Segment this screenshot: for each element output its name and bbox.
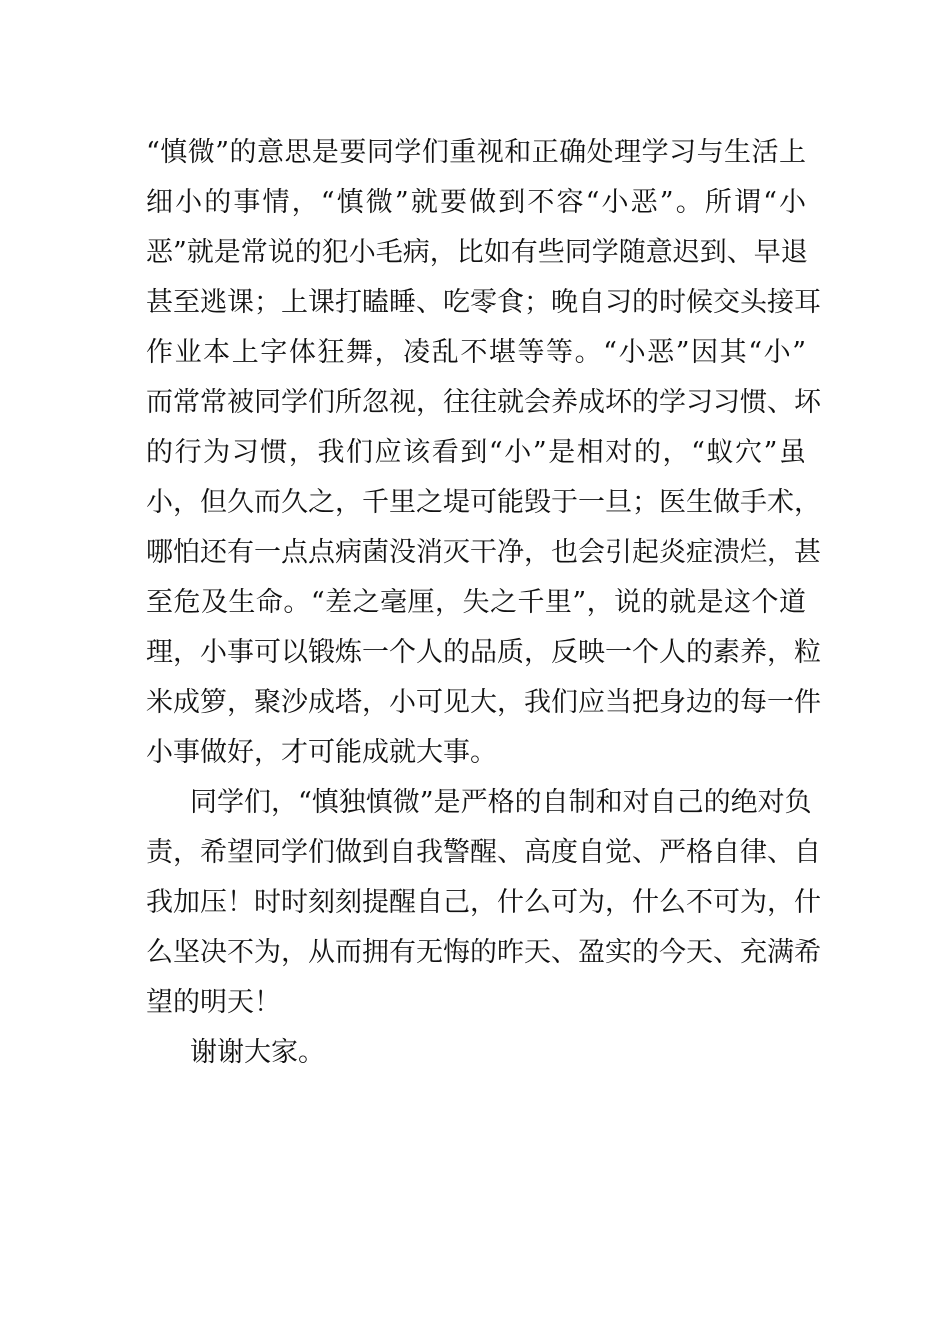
text-line: 作业本上字体狂舞，凌乱不堪等等。“小恶”因其“小” xyxy=(146,337,806,368)
text-line: 同学们，“慎独慎微”是严格的自制和对自己的绝对负 xyxy=(190,787,812,818)
closing-line: 谢谢大家。 xyxy=(190,1037,325,1068)
text-line: 么坚决不为，从而拥有无悔的昨天、盈实的今天、充满希 xyxy=(146,937,821,968)
paragraph-2 xyxy=(146,778,821,1028)
text-line: 米成箩，聚沙成塔，小可见大，我们应当把身边的每一件 xyxy=(146,687,821,718)
text-line: 恶”就是常说的犯小毛病，比如有些同学随意迟到、早退 xyxy=(146,237,808,268)
text-line: “慎微”的意思是要同学们重视和正确处理学习与生活上 xyxy=(146,137,806,168)
text-line: 我加压！时时刻刻提醒自己，什么可为，什么不可为，什 xyxy=(146,887,821,918)
text-line: 小事做好，才可能成就大事。 xyxy=(146,737,497,768)
text-line: 而常常被同学们所忽视，往往就会养成坏的学习习惯、坏 xyxy=(146,387,821,418)
text-line: 至危及生命。“差之毫厘，失之千里”，说的就是这个道 xyxy=(146,587,806,618)
paragraph-1 xyxy=(146,128,821,778)
text-line: 责，希望同学们做到自我警醒、高度自觉、严格自律、自 xyxy=(146,837,821,868)
text-line: 小，但久而久之，千里之堤可能毁于一旦；医生做手术， xyxy=(146,487,821,518)
text-line: 望的明天！ xyxy=(146,987,281,1018)
text-line: 细小的事情，“慎微”就要做到不容“小恶”。所谓“小 xyxy=(146,187,806,218)
text-line: 哪怕还有一点点病菌没消灭干净，也会引起炎症溃烂，甚 xyxy=(146,537,821,568)
text-line: 的行为习惯，我们应该看到“小”是相对的，“蚁穴”虽 xyxy=(146,437,806,468)
text-line: 甚至逃课；上课打瞌睡、吃零食；晚自习的时候交头接耳 xyxy=(146,287,821,318)
document-body xyxy=(146,128,821,1078)
text-line: 理，小事可以锻炼一个人的品质，反映一个人的素养，粒 xyxy=(146,637,821,668)
paragraph-3 xyxy=(146,1028,806,1078)
